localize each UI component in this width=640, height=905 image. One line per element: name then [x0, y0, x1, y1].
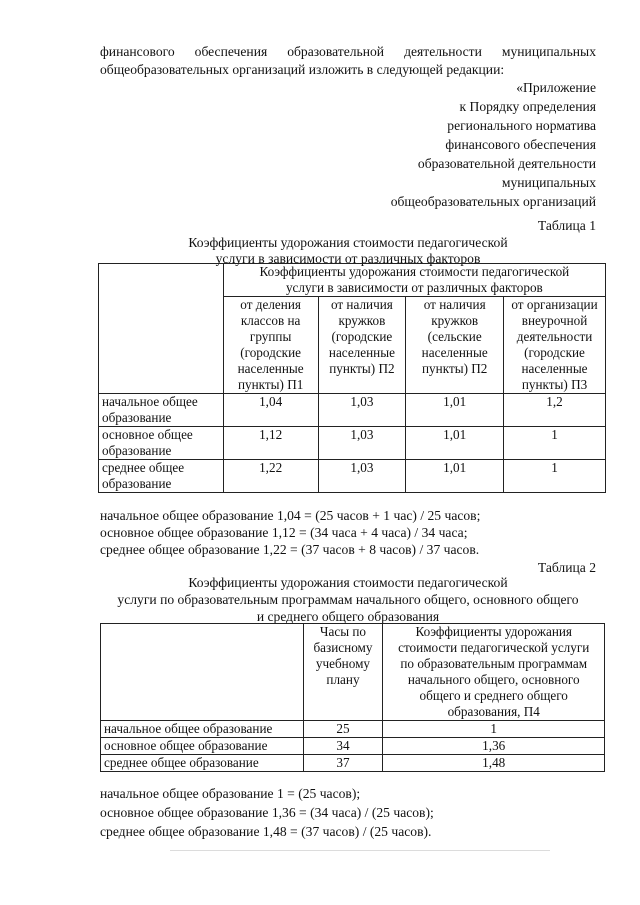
table2-coef-line: общего и среднего общего — [419, 688, 568, 703]
table1-col-header-p2-urban — [318, 297, 406, 394]
table2-coef-cell: 1,36 — [383, 738, 605, 755]
table2-coef-cell: 1,48 — [383, 755, 605, 772]
row-label-line: образование — [102, 410, 172, 425]
table2-hours-cell: 37 — [303, 755, 383, 772]
table-row — [99, 460, 606, 493]
table2-title-line-3: и среднего общего образования — [256, 609, 440, 624]
table1-col1-line: классов на — [240, 313, 301, 328]
table2-title-line-1: Коэффициенты удорожания стоимости педагогической — [188, 575, 508, 590]
table1-col3-line: пункты) П2 — [422, 361, 488, 376]
table1-title-line-2: услуги в зависимости от различных факторов — [215, 251, 481, 266]
table1-col1-line: пункты) П1 — [237, 377, 304, 392]
table1-cell: 1 — [504, 427, 606, 460]
table-row — [99, 394, 606, 427]
table-row — [101, 721, 605, 738]
table1-col4-line: деятельности — [516, 329, 593, 344]
table-1 — [98, 263, 606, 493]
table1-col2-line: населенные — [328, 345, 395, 360]
table1-col2-line: (городские — [331, 329, 393, 344]
row-label-line: основное общее — [102, 427, 193, 442]
table1-col-header-p2-rural — [406, 297, 504, 394]
table-row — [99, 427, 606, 460]
formula1-line-1: начальное общее образование 1,04 = (25 часов + 1 час) / 25 часов; — [100, 508, 481, 523]
table1-cell: 1,03 — [318, 460, 406, 493]
table2-col-header-hours — [303, 624, 383, 721]
appendix-line-5: образовательной деятельности — [417, 156, 596, 171]
table2-row-label: основное общее образование — [101, 738, 304, 755]
table2-hours-line: учебному — [315, 656, 371, 671]
table2-title-line-2: услуги по образовательным программам начального общего, основного общего — [117, 592, 579, 607]
table1-cell: 1,04 — [223, 394, 318, 427]
formula2-line-2: основное общее образование 1,36 = (34 часа) / (25 часов); — [100, 805, 434, 820]
table1-col3-line: (сельские — [427, 329, 482, 344]
table2-coef-line: начального общего, основного — [407, 672, 580, 687]
row-label-line: начальное общее — [102, 394, 198, 409]
table2-row-label: начальное общее образование — [101, 721, 304, 738]
table1-col3-line: населенные — [421, 345, 488, 360]
table1-row-label — [99, 460, 224, 493]
table1-cell: 1,12 — [223, 427, 318, 460]
table1-title-line-1: Коэффициенты удорожания стоимости педагогической — [188, 235, 508, 250]
table1-col2-line: от наличия — [330, 297, 393, 312]
table2-hours-line: Часы по — [319, 624, 367, 639]
table1-cell: 1,22 — [223, 460, 318, 493]
table-2 — [100, 623, 605, 772]
table2-corner-cell — [101, 624, 304, 721]
table1-col2-line: пункты) П2 — [329, 361, 395, 376]
table1-cell: 1,03 — [318, 394, 406, 427]
appendix-line-6: муниципальных — [501, 175, 596, 190]
table2-col-header-coef — [383, 624, 605, 721]
intro-line-1: финансового обеспечения образовательной деятельности муниципальных — [100, 44, 596, 59]
table2-coef-line: образования, П4 — [447, 704, 540, 719]
table1-col-header-p1 — [223, 297, 318, 394]
table1-cell: 1,01 — [406, 427, 504, 460]
table2-hours-cell: 25 — [303, 721, 383, 738]
table2-coef-cell: 1 — [383, 721, 605, 738]
row-label-line: образование — [102, 476, 172, 491]
table2-coef-line: стоимости педагогической услуги — [398, 640, 590, 655]
table1-cell: 1,01 — [406, 394, 504, 427]
table1-header-main-line-2: услуги в зависимости от различных факторов — [285, 280, 543, 295]
table1-cell: 1,01 — [406, 460, 504, 493]
table1-col4-line: пункты) П3 — [521, 377, 588, 392]
appendix-line-7: общеобразовательных организаций — [390, 194, 596, 209]
table1-col3-line: от наличия — [423, 297, 486, 312]
appendix-line-4: финансового обеспечения — [445, 137, 596, 152]
table1-cell: 1,03 — [318, 427, 406, 460]
table2-hours-line: базисному — [313, 640, 373, 655]
table1-col1-line: населенные — [237, 361, 304, 376]
table2-hours-cell: 34 — [303, 738, 383, 755]
table2-hours-line: плану — [326, 672, 360, 687]
table1-col3-line: кружков — [431, 313, 479, 328]
row-label-line: среднее общее — [102, 460, 185, 475]
table1-col1-line: (городские — [240, 345, 301, 360]
table2-coef-line: по образовательным программам — [400, 656, 588, 671]
table2-header-row — [101, 624, 605, 721]
table2-row-label: среднее общее образование — [101, 755, 304, 772]
table1-header-main — [223, 264, 605, 297]
table1-col2-line: кружков — [338, 313, 386, 328]
intro-line-2: общеобразовательных организаций изложить в следующей редакции: — [100, 62, 505, 77]
table1-col1-line: от деления — [240, 297, 301, 312]
formula2-line-3: среднее общее образование 1,48 = (37 часов) / (25 часов). — [100, 824, 432, 839]
formula1-line-2: основное общее образование 1,12 = (34 часа + 4 часа) / 34 часа; — [100, 525, 468, 540]
table1-row-label — [99, 427, 224, 460]
table1-row-label — [99, 394, 224, 427]
table1-col4-line: населенные — [521, 361, 588, 376]
scan-artifact — [170, 850, 550, 851]
table2-label: Таблица 2 — [537, 560, 596, 575]
table1-col1-line: группы — [249, 329, 292, 344]
formula1-line-3: среднее общее образование 1,22 = (37 часов + 8 часов) / 37 часов. — [100, 542, 480, 557]
formula2-line-1: начальное общее образование 1 = (25 часов); — [100, 786, 361, 801]
table1-cell: 1,2 — [504, 394, 606, 427]
appendix-line-1: «Приложение — [516, 80, 596, 95]
table1-col4-line: внеурочной — [521, 313, 588, 328]
table1-col4-line: от организации — [511, 297, 598, 312]
appendix-line-3: регионального норматива — [447, 118, 596, 133]
table1-header-row-1 — [99, 264, 606, 297]
table1-col-header-p3 — [504, 297, 606, 394]
table1-label: Таблица 1 — [537, 218, 596, 233]
row-label-line: образование — [102, 443, 172, 458]
appendix-line-2: к Порядку определения — [459, 99, 596, 114]
table2-coef-line: Коэффициенты удорожания — [415, 624, 572, 639]
table-row — [101, 738, 605, 755]
table-row — [101, 755, 605, 772]
spacer — [307, 688, 380, 720]
table1-cell: 1 — [504, 460, 606, 493]
table1-header-main-line-1: Коэффициенты удорожания стоимости педагогической — [259, 264, 570, 279]
table1-col4-line: (городские — [524, 345, 585, 360]
table1-corner-cell — [99, 264, 224, 394]
